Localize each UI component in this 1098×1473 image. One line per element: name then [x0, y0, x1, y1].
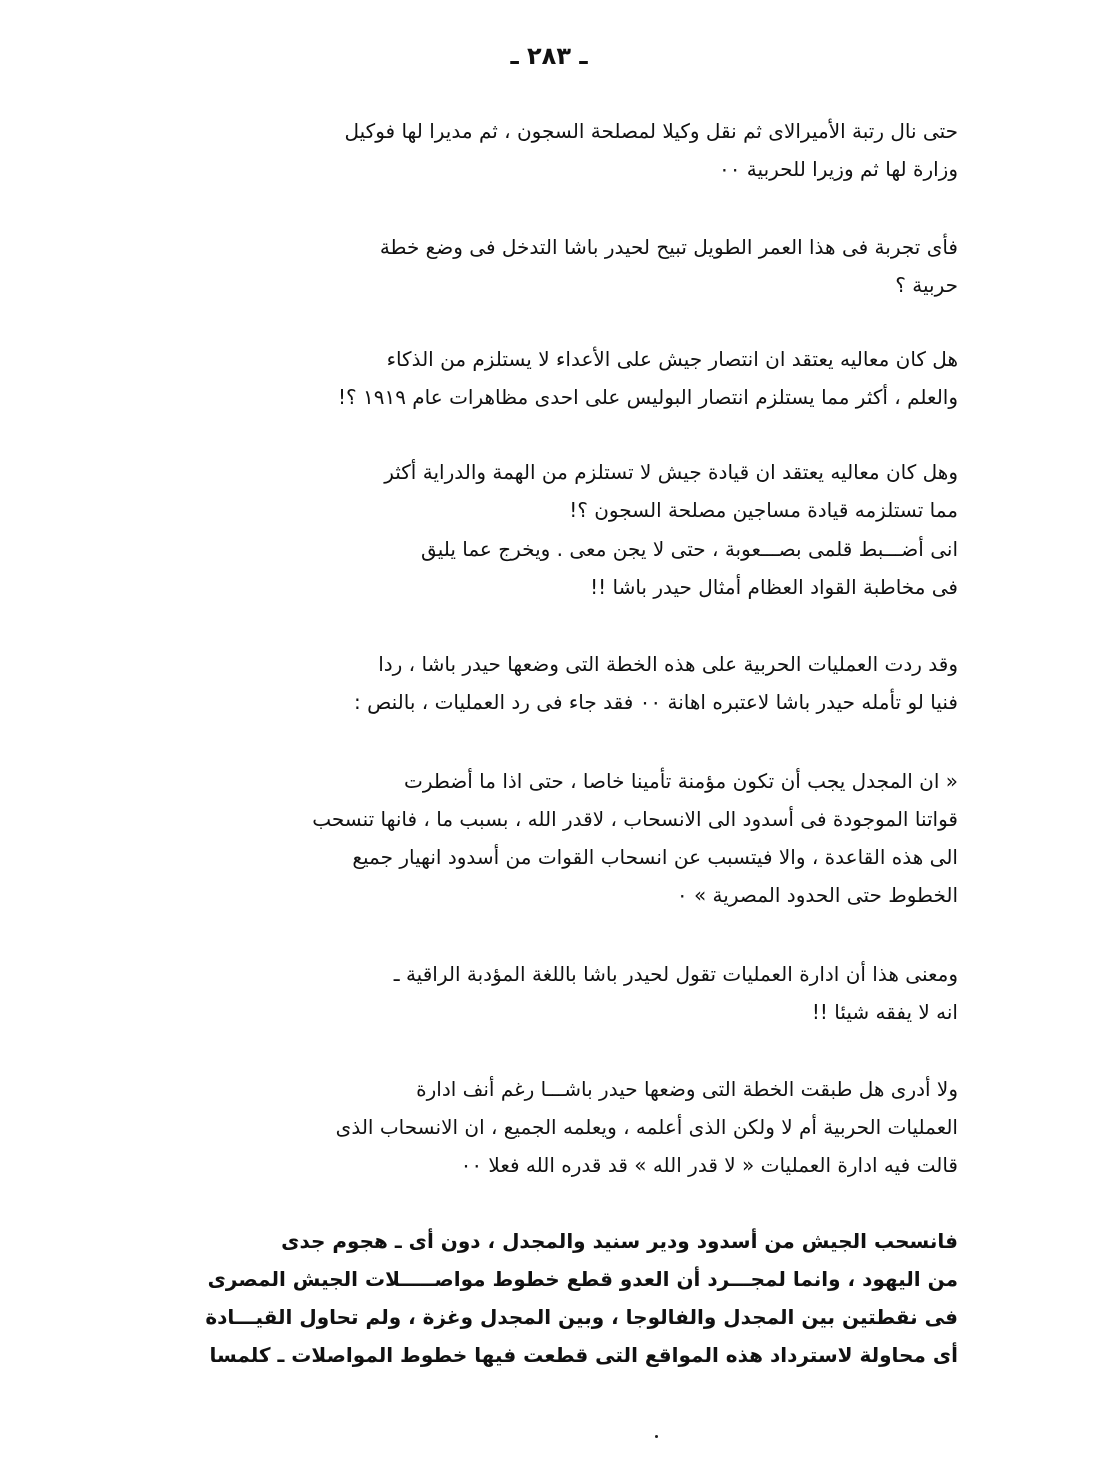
paragraph-2 — [158, 228, 958, 304]
text-line: والعلم ، أكثر مما يستلزم انتصار البوليس على احدى مظاهرات عام ١٩١٩ ؟! — [337, 385, 958, 409]
text-line: وزارة لها ثم وزيرا للحربية ٠٠ — [718, 157, 958, 181]
text-line: ومعنى هذا أن ادارة العمليات تقول لحيدر باشا باللغة المؤدبة الراقية ـ — [393, 962, 958, 986]
text-line: قالت فيه ادارة العمليات « لا قدر الله » قد قدره الله فعلا ٠٠ — [460, 1153, 958, 1177]
text-line: حربية ؟ — [895, 273, 958, 297]
paragraph-1 — [158, 112, 958, 188]
text-line: الخطوط حتى الحدود المصرية » ٠ — [676, 883, 958, 907]
text-line: ولا أدرى هل طبقت الخطة التى وضعها حيدر باشـــا رغم أنف ادارة — [416, 1077, 958, 1101]
paragraph-4 — [158, 453, 958, 529]
text-line: فى مخاطبة القواد العظام أمثال حيدر باشا !! — [590, 575, 958, 599]
page-number: ـ ٢٨٣ ـ — [510, 42, 588, 70]
paragraph-5 — [158, 530, 958, 606]
text-line: وقد ردت العمليات الحربية على هذه الخطة التى وضعها حيدر باشا ، ردا — [378, 652, 958, 676]
text-line: مما تستلزمه قيادة مساجين مصلحة السجون ؟! — [569, 498, 958, 522]
text-line: حتى نال رتبة الأميرالاى ثم نقل وكيلا لمصلحة السجون ، ثم مديرا لها فوكيل — [344, 119, 958, 143]
text-line: فأى تجربة فى هذا العمر الطويل تبيح لحيدر باشا التدخل فى وضع خطة — [379, 235, 958, 259]
paragraph-8 — [158, 955, 958, 1031]
text-line: انى أضـــبط قلمى بصـــعوبة ، حتى لا يجن معى . ويخرج عما يليق — [421, 537, 958, 561]
paragraph-7-quote — [158, 762, 958, 914]
text-line: فانسحب الجيش من أسدود ودير سنيد والمجدل ، دون أى ـ هجوم جدى — [281, 1229, 958, 1253]
text-line: انه لا يفقه شيئا !! — [811, 1000, 958, 1024]
text-line: أى محاولة لاسترداد هذه المواقع التى قطعت فيها خطوط المواصلات ـ كلمسا — [209, 1343, 958, 1367]
text-line: هل كان معاليه يعتقد ان انتصار جيش على الأعداء لا يستلزم من الذكاء — [386, 347, 958, 371]
text-line: فنيا لو تأمله حيدر باشا لاعتبره اهانة ٠٠ فقد جاء فى رد العمليات ، بالنص : — [354, 690, 958, 714]
paragraph-6 — [158, 645, 958, 721]
text-line: الى هذه القاعدة ، والا فيتسبب عن انسحاب القوات من أسدود انهيار جميع — [352, 845, 958, 869]
text-line: من اليهود ، وانما لمجـــرد أن العدو قطع خطوط مواصـــــلات الجيش المصرى — [207, 1267, 958, 1291]
paragraph-3 — [158, 340, 958, 416]
paragraph-10 — [158, 1222, 958, 1374]
text-line: العمليات الحربية أم لا ولكن الذى أعلمه ، ويعلمه الجميع ، ان الانسحاب الذى — [335, 1115, 958, 1139]
text-line: فى نقطتين بين المجدل والفالوجا ، وبين المجدل وغزة ، ولم تحاول القيـــادة — [205, 1305, 958, 1329]
paragraph-9 — [158, 1070, 958, 1184]
ink-speck — [655, 1435, 658, 1438]
text-line: قواتنا الموجودة فى أسدود الى الانسحاب ، لاقدر الله ، بسبب ما ، فانها تنسحب — [312, 807, 958, 831]
text-line: وهل كان معاليه يعتقد ان قيادة جيش لا تستلزم من الهمة والدراية أكثر — [384, 460, 958, 484]
text-line: « ان المجدل يجب أن تكون مؤمنة تأمينا خاصا ، حتى اذا ما أضطرت — [403, 769, 958, 793]
